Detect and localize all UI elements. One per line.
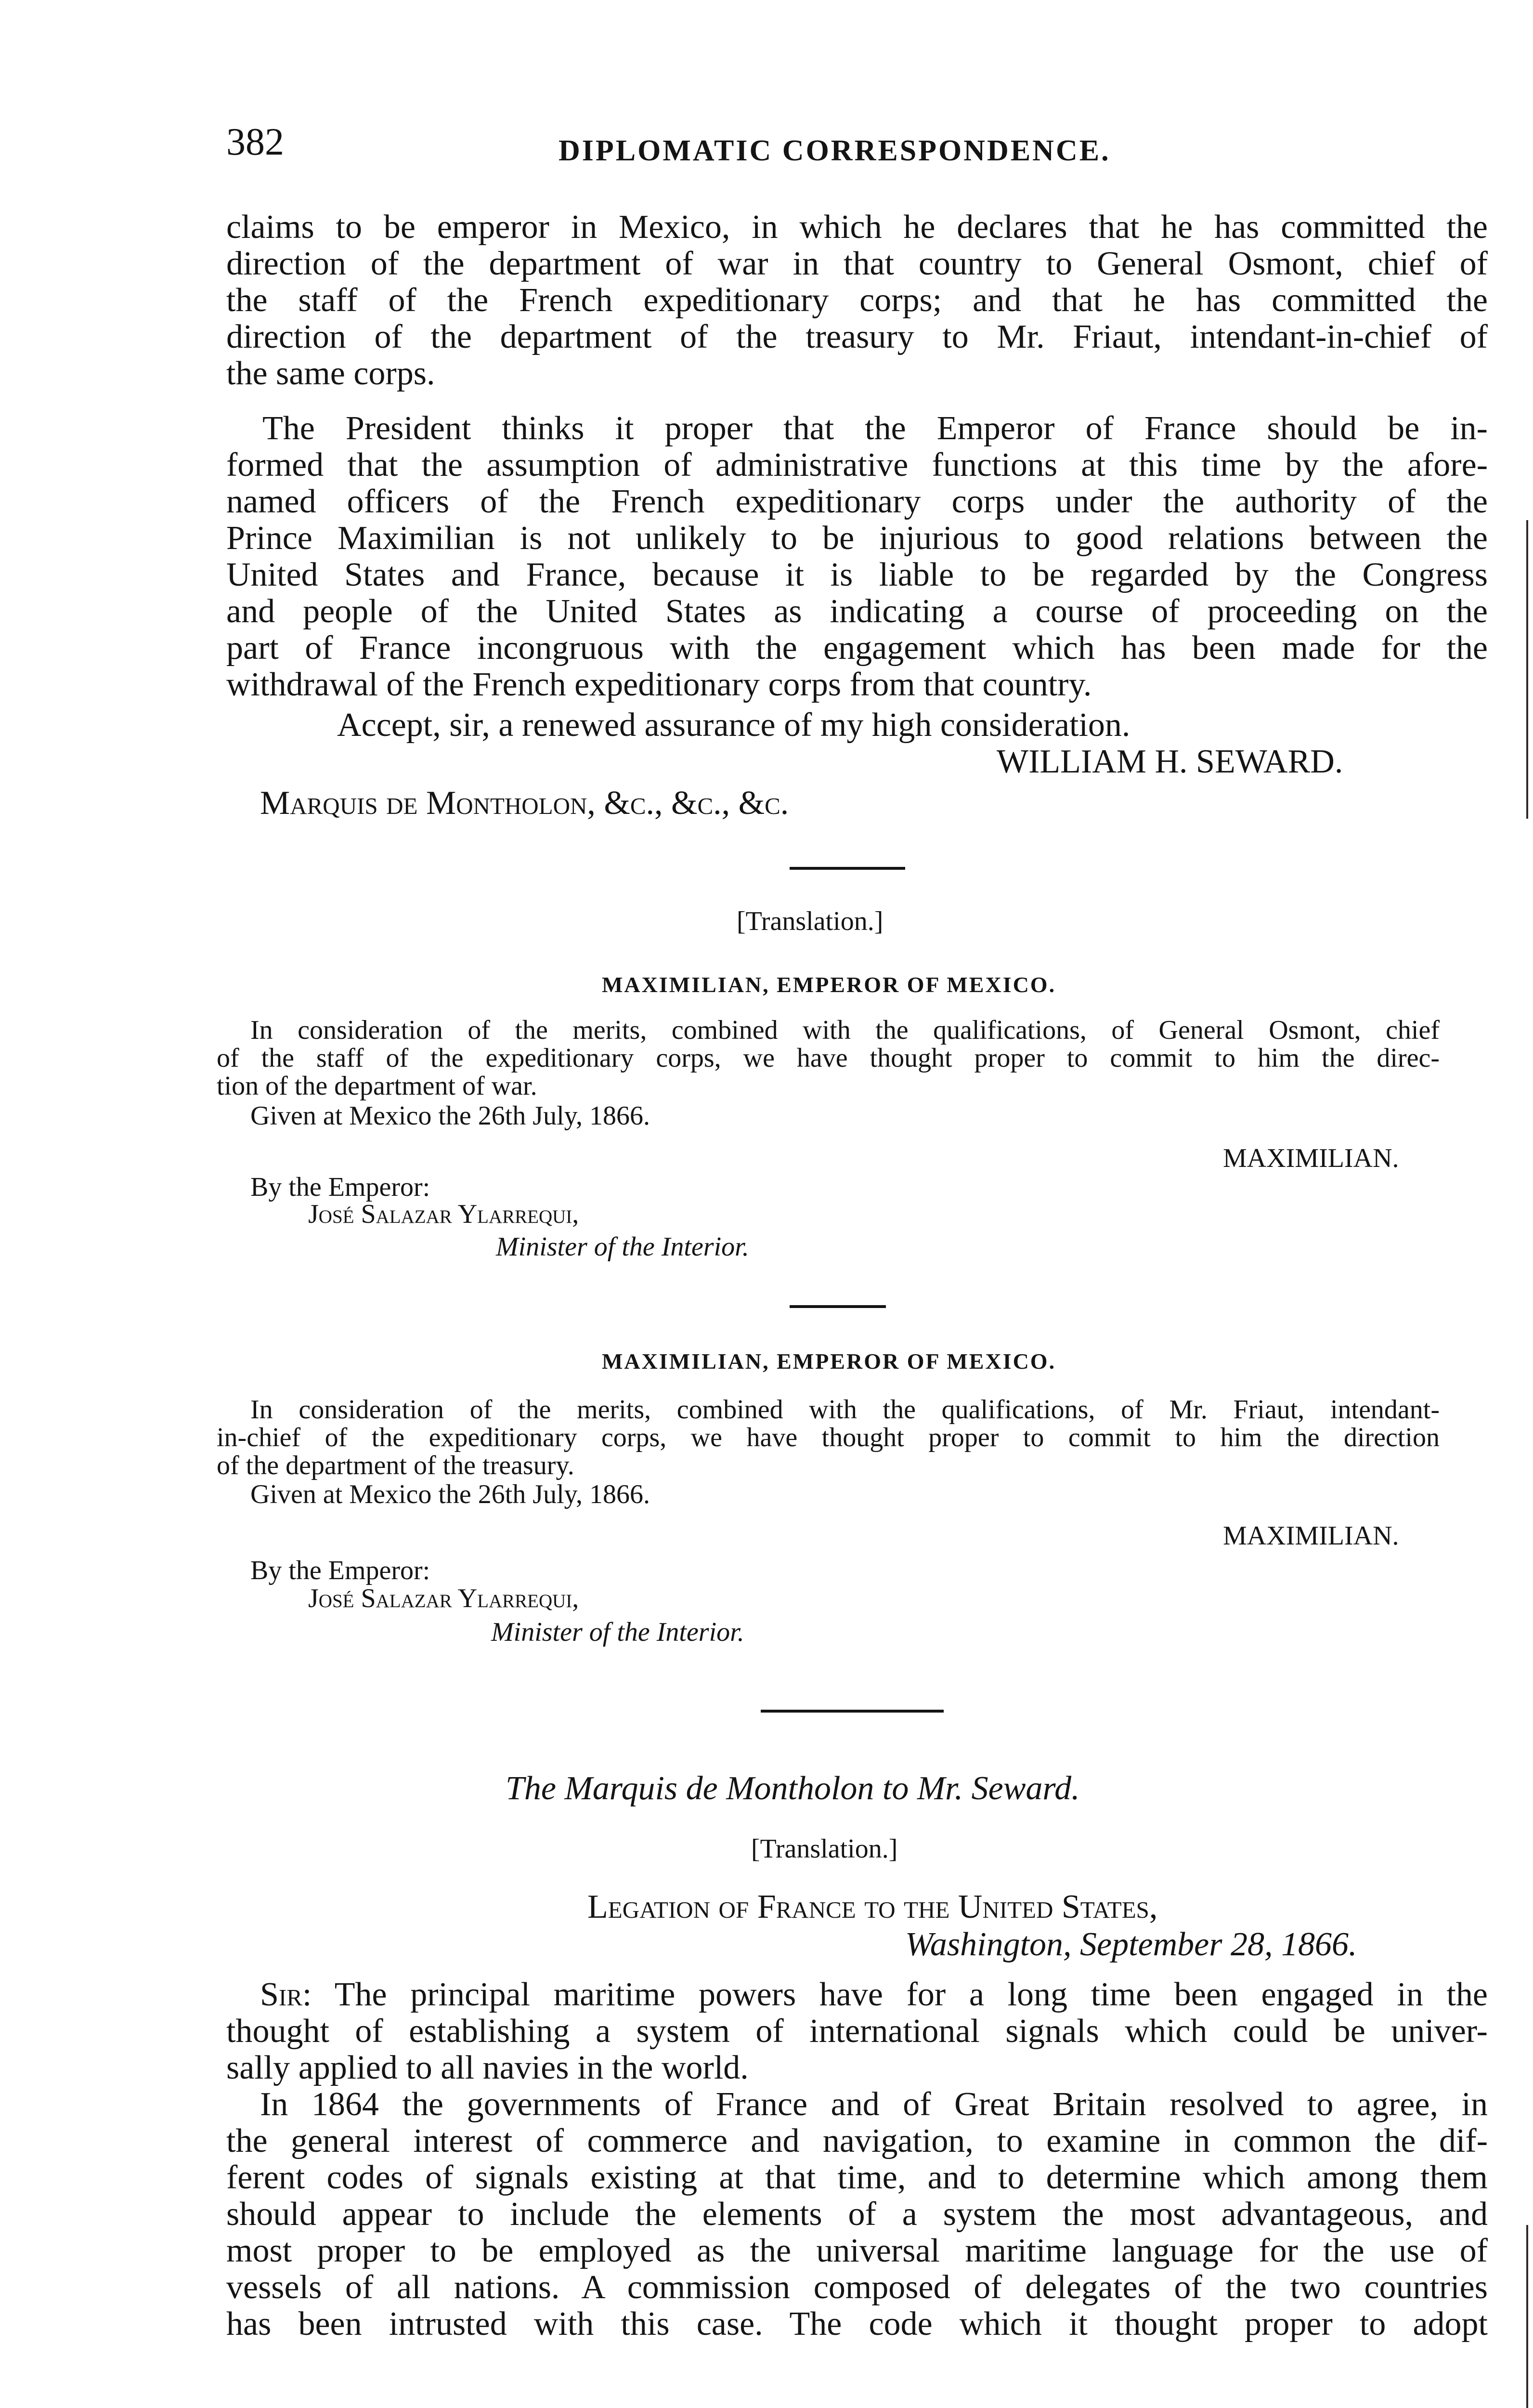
text-line: most proper to be employed as the universal maritime language for the use of xyxy=(226,2232,1488,2269)
text-line: The President thinks it proper that the Emperor of France should be in- xyxy=(262,410,1488,447)
text-line: United States and France, because it is liable to be regarded by the Congress xyxy=(226,556,1488,593)
text-line: in-chief of the expeditionary corps, we have thought proper to commit to him the direction xyxy=(217,1423,1440,1453)
decree1-heading: MAXIMILIAN, EMPEROR OF MEXICO. xyxy=(602,972,1056,997)
letter1-signature: WILLIAM H. SEWARD. xyxy=(997,743,1343,780)
text-line: thought of establishing a system of international signals which could be univer- xyxy=(226,2013,1488,2050)
text-line: the general interest of commerce and navigation, to examine in common the dif- xyxy=(226,2122,1488,2159)
decree1-text xyxy=(217,1016,1440,1100)
section-divider xyxy=(790,867,905,870)
decree2-minister-name: José Salazar Ylarrequi, xyxy=(308,1584,579,1613)
text-line: direction of the department of the treasury to Mr. Friaut, intendant-in-chief of xyxy=(226,318,1488,355)
scan-edge-mark xyxy=(1526,2225,1528,2408)
letter2-paragraph-1 xyxy=(226,1976,1488,2086)
text-line: and people of the United States as indicating a course of proceeding on the xyxy=(226,593,1488,630)
decree1-given: Given at Mexico the 26th July, 1866. xyxy=(250,1101,650,1131)
letter1-second-paragraph xyxy=(226,410,1488,703)
text-line: The principal maritime powers have for a long time been engaged in the xyxy=(334,1976,1488,2013)
text-line: has been intrusted with this case. The code which it thought proper to adopt xyxy=(226,2305,1488,2343)
decree2-text xyxy=(217,1396,1440,1479)
text-line: claims to be emperor in Mexico, in which he declares that he has committed the xyxy=(226,209,1488,246)
section-divider xyxy=(761,1710,944,1713)
text-line: named officers of the French expeditionary corps under the authority of the xyxy=(226,483,1488,520)
letter2-paragraph-2 xyxy=(226,2086,1488,2343)
decree1-signature: MAXIMILIAN. xyxy=(1223,1143,1399,1173)
translation-label: [Translation.] xyxy=(737,906,883,936)
letter2-translation-label: [Translation.] xyxy=(751,1834,898,1864)
section-divider xyxy=(790,1305,886,1308)
text-line: In 1864 the governments of France and of Great Britain resolved to agree, in xyxy=(260,2086,1488,2123)
text-line: tion of the department of war. xyxy=(217,1071,537,1101)
letter1-addressee: Marquis de Montholon, &c., &c., &c. xyxy=(260,785,789,822)
letter2-place-date: Washington, September 28, 1866. xyxy=(905,1926,1357,1963)
text-line: the staff of the French expeditionary corps; and that he has committed the xyxy=(226,282,1488,319)
letter2-title: The Marquis de Montholon to Mr. Seward. xyxy=(506,1770,1080,1807)
text-line: Prince Maximilian is not unlikely to be injurious to good relations between the xyxy=(226,520,1488,557)
text-line: should appear to include the elements of a system the most advantageous, and xyxy=(226,2196,1488,2233)
text-line: formed that the assumption of administrative functions at this time by the afore- xyxy=(226,446,1488,484)
scan-edge-mark xyxy=(1526,520,1528,819)
text-line: sally applied to all navies in the world. xyxy=(226,2049,749,2086)
salutation: Sir: xyxy=(260,1976,312,2013)
letter1-opening-paragraph xyxy=(226,209,1488,392)
text-line: the same corps. xyxy=(226,355,435,392)
decree1-minister-name: José Salazar Ylarrequi, xyxy=(308,1199,579,1229)
decree2-given: Given at Mexico the 26th July, 1866. xyxy=(250,1479,650,1509)
decree2-signature: MAXIMILIAN. xyxy=(1223,1521,1399,1551)
text-line: In consideration of the merits, combined with the qualifications, of Mr. Friaut, intendant- xyxy=(250,1395,1440,1425)
decree1-minister-title: Minister of the Interior. xyxy=(496,1232,749,1262)
letter2-legation: Legation of France to the United States, xyxy=(587,1888,1158,1925)
running-head: DIPLOMATIC CORRESPONDENCE. xyxy=(559,134,1111,167)
text-line: direction of the department of war in that country to General Osmont, chief of xyxy=(226,245,1488,282)
letter1-closing: Accept, sir, a renewed assurance of my high consideration. xyxy=(337,707,1130,744)
text-line: ferent codes of signals existing at that time, and to determine which among them xyxy=(226,2159,1488,2196)
decree2-by-emperor: By the Emperor: xyxy=(250,1556,430,1585)
text-line: In consideration of the merits, combined with the qualifications, of General Osmont, chief xyxy=(250,1015,1440,1045)
decree1-by-emperor: By the Emperor: xyxy=(250,1172,430,1202)
decree2-minister-title: Minister of the Interior. xyxy=(491,1617,744,1647)
text-line: vessels of all nations. A commission composed of delegates of the two countries xyxy=(226,2269,1488,2306)
text-line: of the staff of the expeditionary corps, we have thought proper to commit to him the direc- xyxy=(217,1043,1440,1073)
text-line: withdrawal of the French expeditionary corps from that country. xyxy=(226,666,1092,703)
text-line: of the department of the treasury. xyxy=(217,1451,574,1480)
page-number: 382 xyxy=(226,121,284,163)
text-line: part of France incongruous with the engagement which has been made for the xyxy=(226,629,1488,667)
decree2-heading: MAXIMILIAN, EMPEROR OF MEXICO. xyxy=(602,1349,1056,1374)
